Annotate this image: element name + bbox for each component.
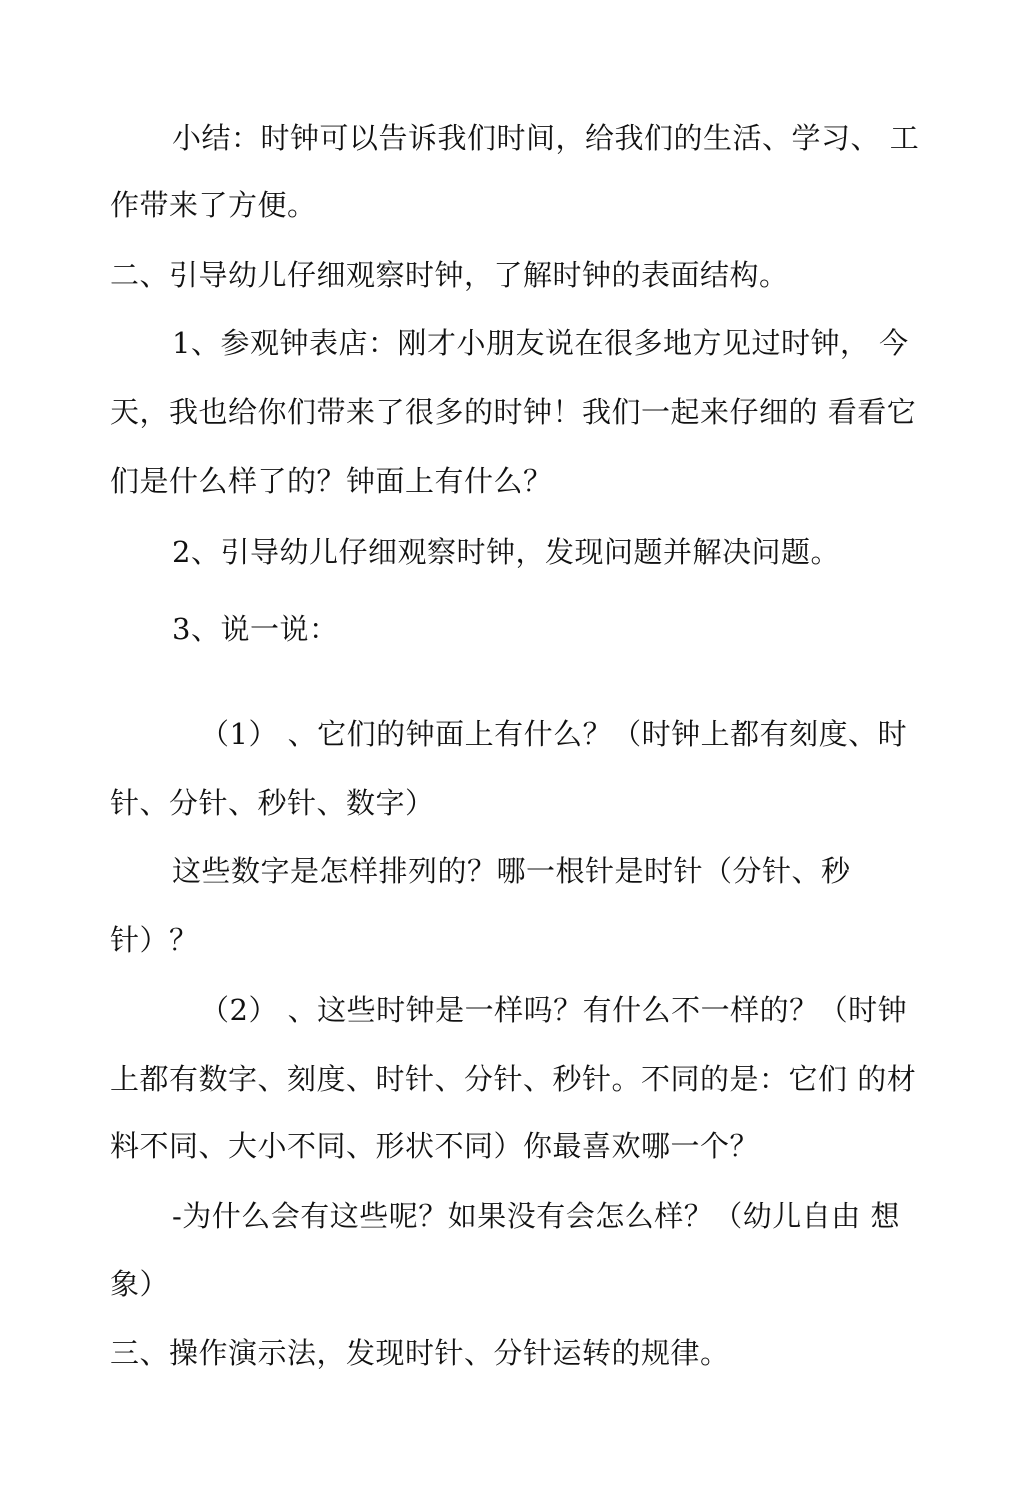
question-2-line-1: （2） 、这些时钟是一样吗？有什么不一样的？（时钟 [200,993,908,1027]
section-3-heading: 三、操作演示法，发现时针、分针运转的规律。 [110,1336,730,1370]
section-2-heading: 二、引导幼儿仔细观察时钟，了解时钟的表面结构。 [110,258,789,292]
question-1-line-1: （1） 、它们的钟面上有什么？（时钟上都有刻度、时 [200,717,908,751]
step-1-line-2: 天，我也给你们带来了很多的时钟！我们一起来仔细的 看看它 [110,395,917,429]
question-1-line-2: 针、分针、秒针、数字） [110,786,435,820]
summary-line-2: 作带来了方便。 [110,188,317,222]
step-2-line: 2、引导幼儿仔细观察时钟，发现问题并解决问题。 [172,535,840,569]
imagination-line-1: -为什么会有这些呢？如果没有会怎么样？（幼儿自由 想 [172,1199,901,1233]
step-3-line: 3、说一说： [172,612,339,646]
step-1-line-1: 1、参观钟表店：刚才小朋友说在很多地方见过时钟， 今 [172,326,909,360]
numbers-question-line-1: 这些数字是怎样排列的？哪一根针是时针（分针、秒 [172,854,851,888]
step-1-line-3: 们是什么样了的？钟面上有什么？ [110,464,553,498]
summary-line-1: 小结：时钟可以告诉我们时间，给我们的生活、学习、 工 [172,121,920,155]
imagination-line-2: 象） [110,1267,170,1301]
question-2-line-2: 上都有数字、刻度、时针、分针、秒针。不同的是：它们 的材 [110,1062,917,1096]
numbers-question-line-2: 针）？ [110,923,199,957]
question-2-line-3: 料不同、大小不同、形状不同）你最喜欢哪一个？ [110,1129,760,1163]
